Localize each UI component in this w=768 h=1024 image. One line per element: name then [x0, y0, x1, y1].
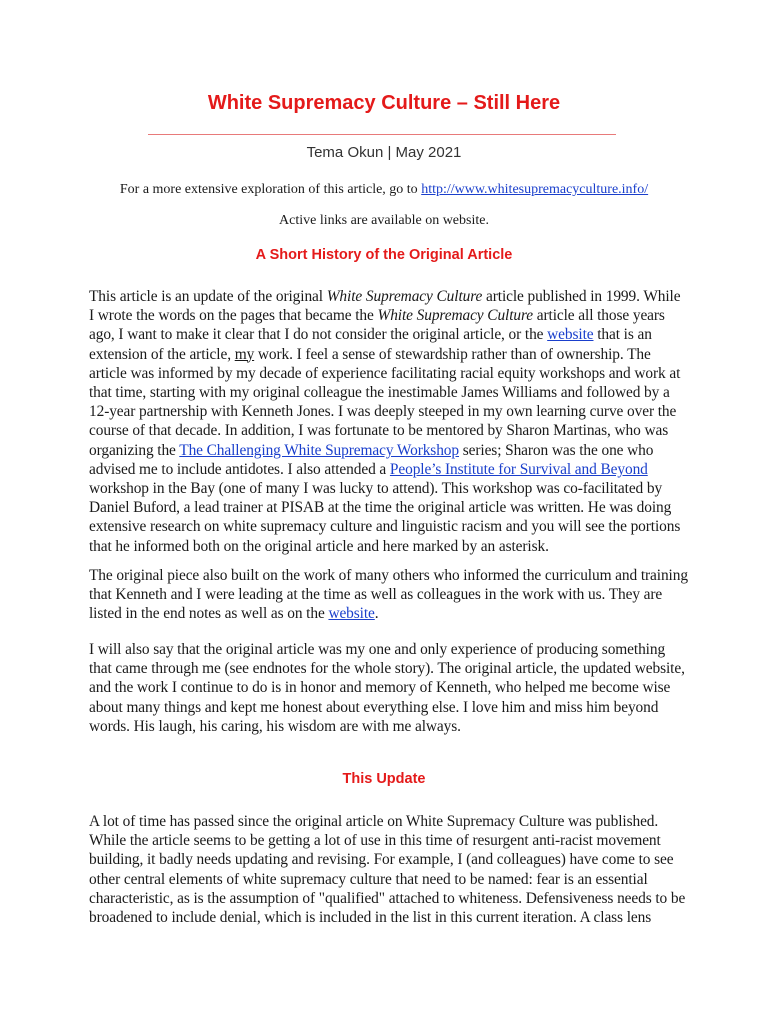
document-title: White Supremacy Culture – Still Here: [207, 92, 561, 114]
text-run: The original piece also built on the work of many others who informed the curriculum and training that Kenneth and I were leading at the time as well as colleagues in the work with us. They are listed in the end notes as well as on the: [89, 567, 688, 623]
history-paragraph-3: I will also say that the original article was my one and only experience of producing something that came through me (see endnotes for the whole story). The original article, the updated website, and the work I continue to do is in honor and memory of Kenneth, who helped me become wise about many things and kept me honest about everything else. I love him and miss him beyond words. His laugh, his caring, his wisdom are with me always.: [89, 641, 685, 735]
text-run: .: [374, 605, 379, 623]
text-run: workshop in the Bay (one of many I was lucky to attend). This workshop was co-facilitated by Daniel Buford, a lead trainer at PISAB at the time the original article was written. He was doing extensive research on white supremacy culture and linguistic racism and you will see the portions that he informed both on the original article and here marked by an asterisk.: [89, 480, 681, 555]
website-link[interactable]: website: [547, 326, 594, 344]
update-paragraph-1: A lot of time has passed since the original article on White Supremacy Culture was published. While the article seems to be getting a lot of use in this time of resurgent anti-racist movement building, it badly needs updating and revising. For example, I (and colleagues) have come to see other central elements of white supremacy culture that need to be named: fear is an essential characteristic, as is the assumption of "qualified" attached to whiteness. Defensiveness needs to be broadened to include denial, which is included in the list in this current iteration. A class lens: [89, 813, 686, 927]
intro-line: [0, 182, 768, 198]
byline: Tema Okun | May 2021: [306, 144, 462, 161]
history-paragraph-1: [89, 287, 689, 556]
text-run: article published in 1999. While I wrote the words on the pages that became the: [89, 288, 681, 325]
website-link[interactable]: website: [328, 605, 375, 623]
text-run: series; Sharon was the one who advised me to include antidotes. I also attended a: [89, 441, 654, 478]
title-divider: [148, 134, 616, 135]
text-run: that is an extension of the article,: [89, 326, 652, 363]
pisab-link[interactable]: People’s Institute for Survival and Beyond: [389, 460, 648, 478]
section-heading-history: A Short History of the Original Article: [255, 247, 513, 263]
italic-title: White Supremacy Culture: [377, 307, 534, 325]
underlined-word: my: [234, 345, 255, 363]
text-run: This article is an update of the original: [89, 288, 327, 305]
workshop-link[interactable]: The Challenging White Supremacy Workshop: [179, 441, 459, 459]
italic-title: White Supremacy Culture: [326, 288, 483, 305]
website-link[interactable]: http://www.whitesupremacyculture.info/: [421, 182, 649, 197]
history-paragraph-2: [89, 566, 689, 624]
intro-text: For a more extensive exploration of this article, go to: [119, 182, 422, 197]
active-links-note: Active links are available on website.: [279, 213, 489, 228]
text-run: article all those years ago, I want to make it clear that I do not consider the original article, or the: [89, 307, 665, 344]
section-heading-update: This Update: [342, 771, 426, 787]
text-run: work. I feel a sense of stewardship rather than of ownership. The article was informed by my decade of experience facilitating racial equity workshops and work at that time, starting with my original colleague the inestimable James Williams and followed by a 12-year partnership with Kenneth Jones. I was deeply steeped in my own learning curve over the course of that decade. In addition, I was fortunate to be mentored by Sharon Martinas, who was organizing the: [89, 345, 681, 459]
